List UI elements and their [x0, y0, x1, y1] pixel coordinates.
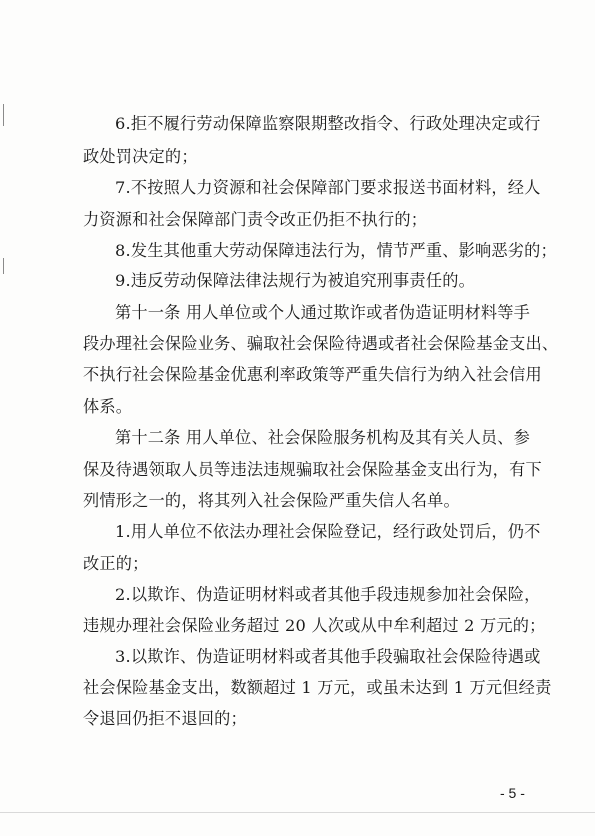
text-line: 1.用人单位不依法办理社会保险登记，经行政处罚后，仍不 [115, 522, 541, 541]
text-line: 体系。 [83, 397, 133, 416]
scan-margin-mark [3, 258, 4, 274]
text-line: 不执行社会保险基金优惠利率政策等严重失信行为纳入社会信用 [83, 365, 542, 384]
text-line: 7.不按照人力资源和社会保障部门要求报送书面材料，经人 [115, 178, 541, 197]
text-line: 令退回仍拒不退回的； [83, 709, 247, 728]
text-line: 改正的； [83, 554, 149, 573]
text-line: 力资源和社会保障部门责令改正仍拒不执行的； [83, 210, 428, 229]
text-line: 8.发生其他重大劳动保障违法行为，情节严重、影响恶劣的； [115, 241, 557, 260]
text-line: 6.拒不履行劳动保障监察限期整改指令、行政处理决定或行 [115, 114, 541, 133]
article-11-heading-line: 第十一条 用人单位或个人通过欺诈或者伪造证明材料等手 [115, 303, 531, 322]
scan-margin-mark [3, 104, 4, 126]
text-line: 9.违反劳动保障法律法规行为被追究刑事责任的。 [115, 271, 475, 290]
scan-bottom-edge [0, 812, 595, 813]
text-line: 3.以欺诈、伪造证明材料或者其他手段骗取社会保险待遇或 [115, 647, 541, 666]
text-line: 2.以欺诈、伪造证明材料或者其他手段违规参加社会保险， [115, 585, 541, 604]
text-line: 保及待遇领取人员等违法违规骗取社会保险基金支出行为，有下 [83, 460, 542, 479]
article-12-heading-line: 第十二条 用人单位、社会保险服务机构及其有关人员、参 [115, 428, 531, 447]
page-number: - 5 - [500, 785, 525, 801]
text-line: 社会保险基金支出，数额超过 1 万元，或虽未达到 1 万元但经责 [83, 678, 552, 697]
text-line: 违规办理社会保险业务超过 20 人次或从中牟利超过 2 万元的； [83, 616, 546, 635]
text-line: 列情形之一的，将其列入社会保险严重失信人名单。 [83, 491, 460, 510]
text-line: 政处罚决定的； [83, 147, 198, 166]
text-line: 段办理社会保险业务、骗取社会保险待遇或者社会保险基金支出、 [83, 334, 559, 353]
